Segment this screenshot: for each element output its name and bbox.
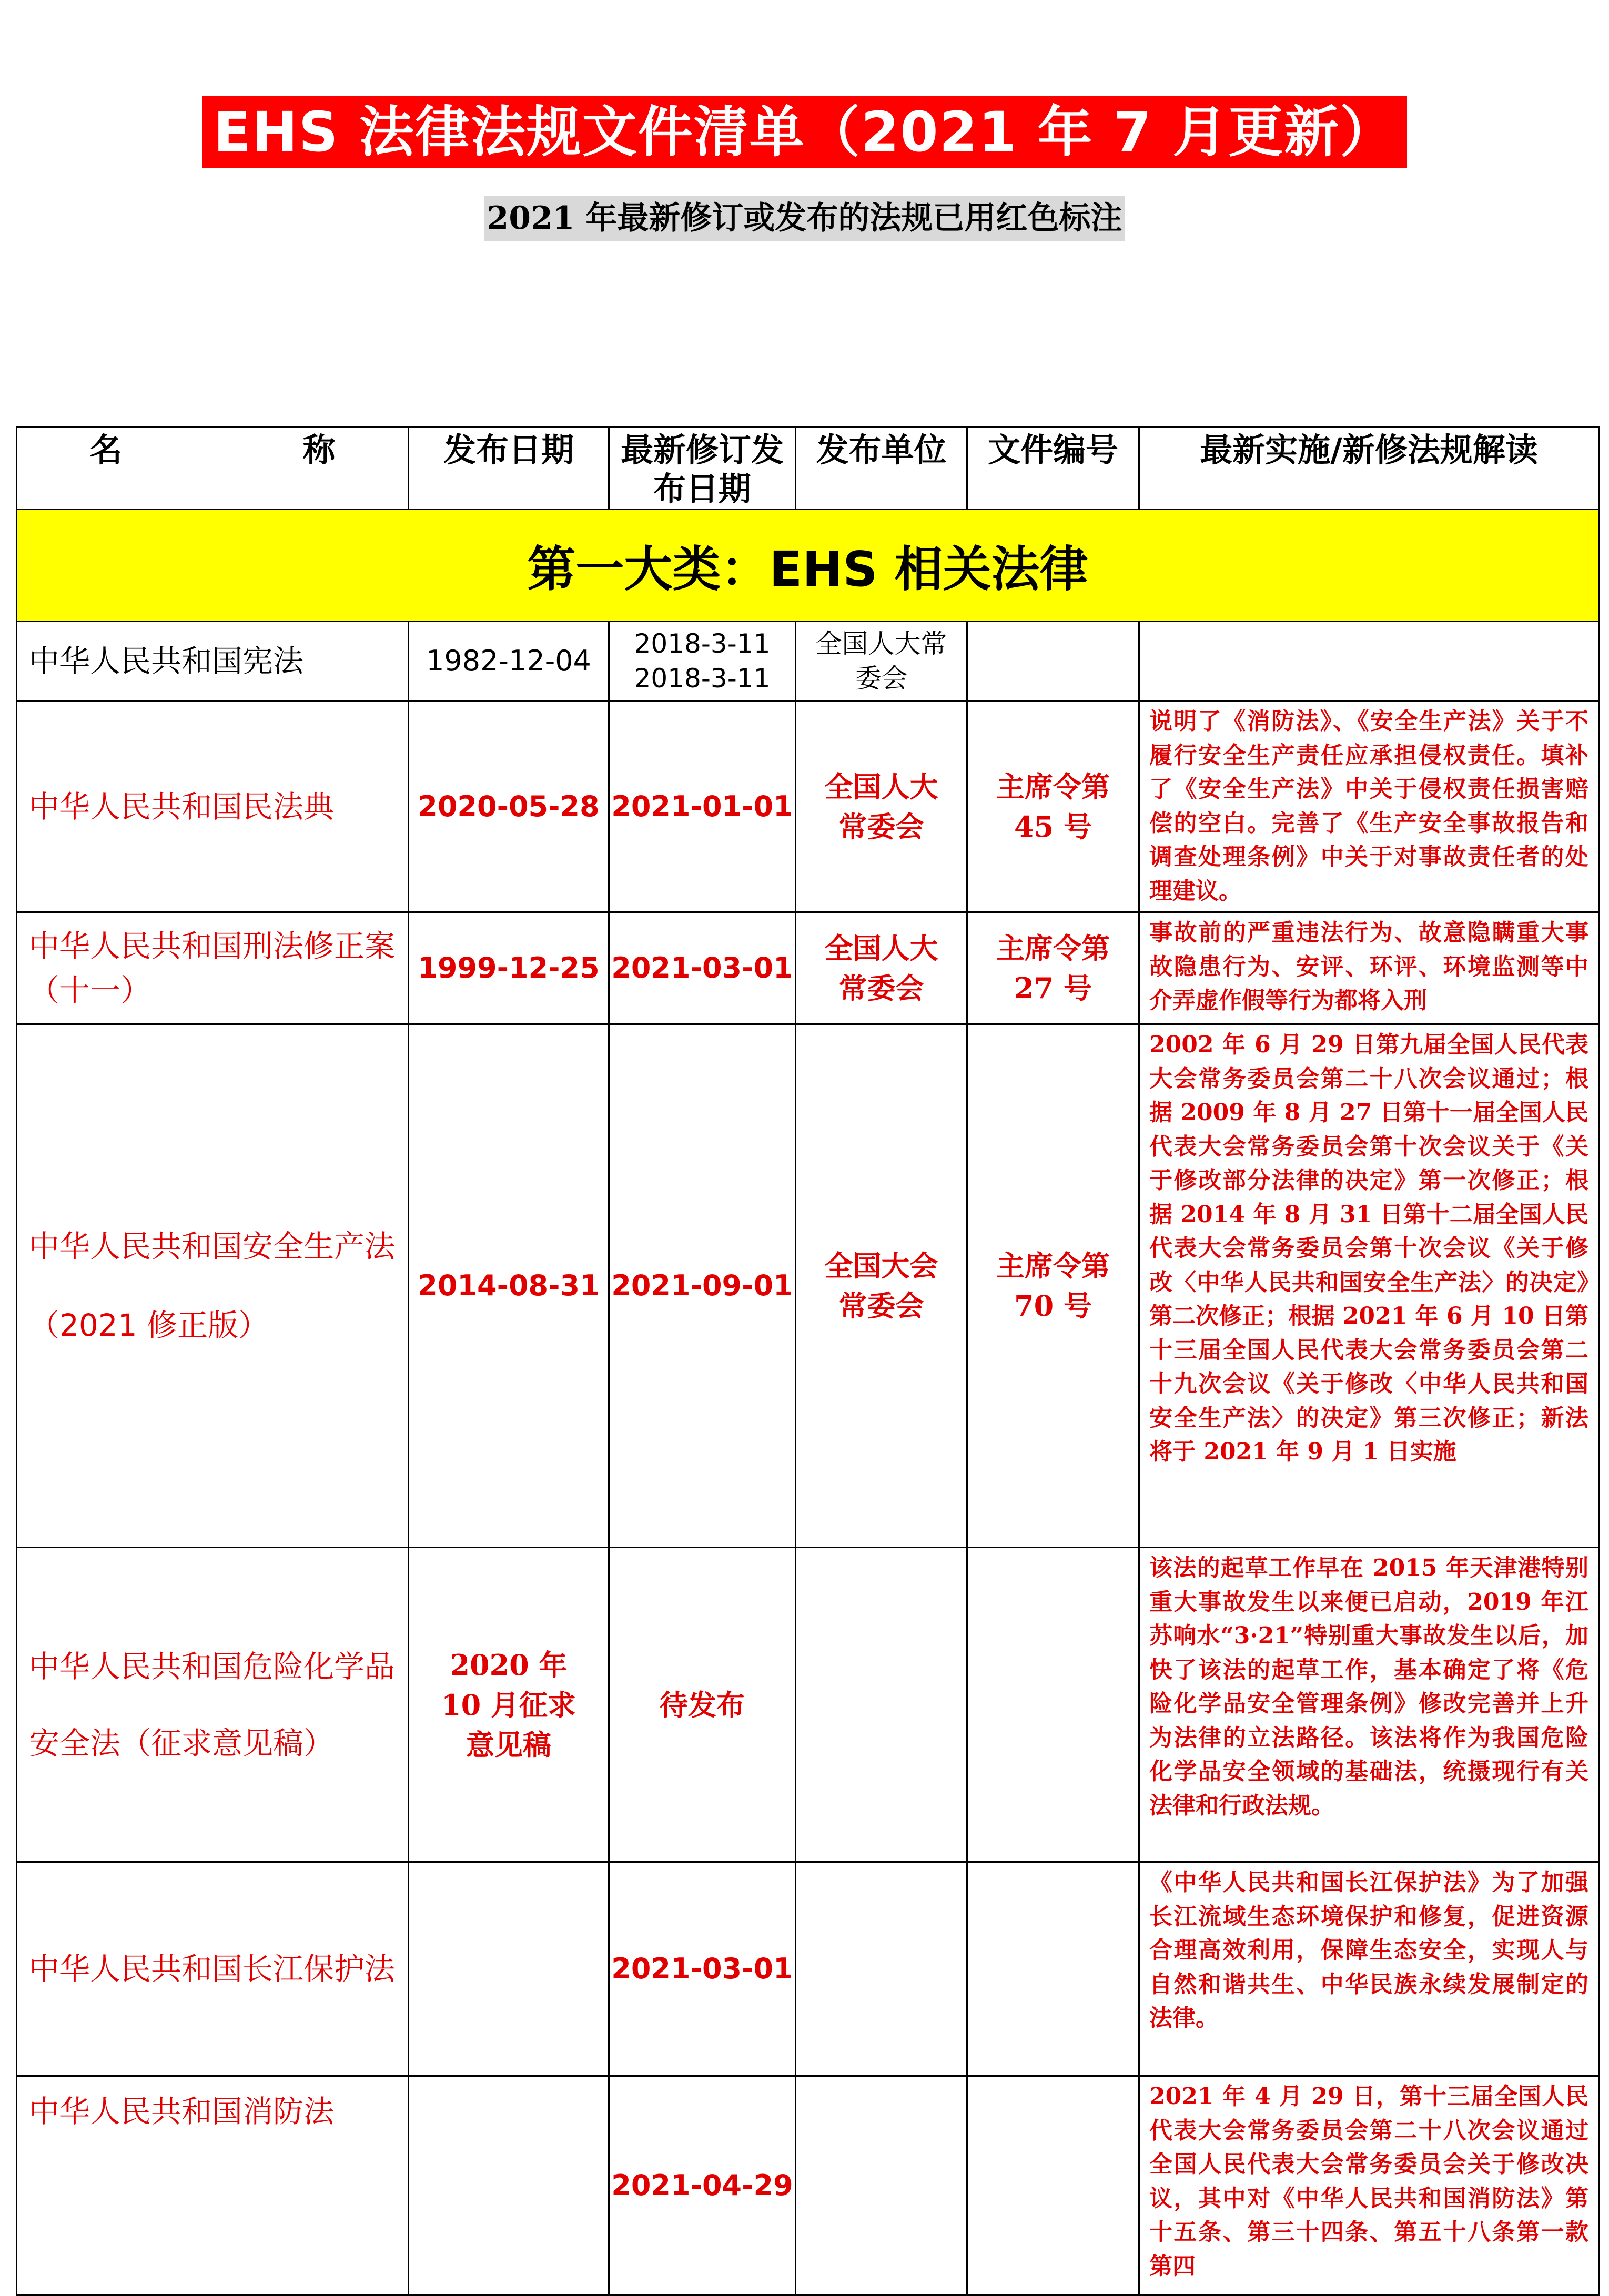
publish-date: 1982-12-04 xyxy=(409,622,609,701)
doc-no xyxy=(967,1862,1139,2076)
notes: 该法的起草工作早在 2015 年天津港特别重大事故发生以来便已启动，2019 年江苏响水“3·21”特别重大事故发生以后，加快了该法的起草工作，基本确定了将《危险化学品安全管理条例》修改完善并上升为法律的立法路径。该法将作为我国危险化学品安全领域的基础法，统摄现行有关法律和行政法规。 xyxy=(1139,1548,1599,1862)
law-name: 中华人民共和国刑法修正案（十一） xyxy=(17,912,409,1024)
table-row xyxy=(17,701,1599,912)
table-row xyxy=(17,1862,1599,2076)
issuer: 全国大会常委会 xyxy=(796,1024,967,1548)
notes: 2002 年 6 月 29 日第九届全国人民代表大会常务委员会第二十八次会议通过；根据 2009 年 8 月 27 日第十一届全国人民代表大会常务委员会第十次会议关于《关于修改部分法律的决定》第一次修正；根据 2014 年 8 月 31 日第十二届全国人民代表大会常务委员会第十次会议《关于修改〈中华人民共和国安全生产法〉的决定》第二次修正；根据 2021 年 6 月 10 日第十三届全国人民代表大会常务委员会第二十九次会议《关于修改〈中华人民共和国安全生产法〉的决定》第三次修正；新法将于 2021 年 9 月 1 日实施 xyxy=(1139,1024,1599,1548)
issuer: 全国人大常委会 xyxy=(796,912,967,1024)
law-name xyxy=(17,1024,409,1548)
law-name-line-1: 中华人民共和国安全生产法 xyxy=(29,1228,396,1264)
doc-no: 主席令第 27 号 xyxy=(967,912,1139,1024)
table-row xyxy=(17,1024,1599,1548)
law-name: 中华人民共和国危险化学品安全法（征求意见稿） xyxy=(17,1548,409,1862)
header-name-label: 名 称 xyxy=(89,431,336,469)
publish-date xyxy=(409,1862,609,2076)
law-name: 中华人民共和国消防法 xyxy=(17,2076,409,2295)
revision-date: 2021-01-01 xyxy=(609,701,796,912)
notes: 《中华人民共和国长江保护法》为了加强长江流域生态环境保护和修复，促进资源合理高效利用，保障生态安全，实现人与自然和谐共生、中华民族永续发展制定的法律。 xyxy=(1139,1862,1599,2076)
header-name xyxy=(17,427,409,510)
publish-date: 1999-12-25 xyxy=(409,912,609,1024)
table-row xyxy=(17,2076,1599,2295)
page-subtitle: 2021 年最新修订或发布的法规已用红色标注 xyxy=(484,196,1126,241)
issuer xyxy=(796,2076,967,2295)
section-title: 第一大类：EHS 相关法律 xyxy=(17,510,1599,622)
header-publish-date: 发布日期 xyxy=(409,427,609,510)
publish-date: 2020 年 10 月征求意见稿 xyxy=(409,1548,609,1862)
issuer: 全国人大常委会 xyxy=(796,622,967,701)
law-name: 中华人民共和国长江保护法 xyxy=(17,1862,409,2076)
regulations-table xyxy=(16,426,1600,2296)
header-doc-no: 文件编号 xyxy=(967,427,1139,510)
revision-date: 待发布 xyxy=(609,1548,796,1862)
issuer: 全国人大常委会 xyxy=(796,701,967,912)
publish-date: 2020-05-28 xyxy=(409,701,609,912)
header-revision-date: 最新修订发布日期 xyxy=(609,427,796,510)
doc-no xyxy=(967,1548,1139,1862)
revision-date: 2021-03-01 xyxy=(609,1862,796,2076)
table-row xyxy=(17,622,1599,701)
doc-no xyxy=(967,2076,1139,2295)
law-name: 中华人民共和国宪法 xyxy=(17,622,409,701)
title-banner xyxy=(0,96,1609,168)
table-header-row xyxy=(17,427,1599,510)
notes xyxy=(1139,2076,1599,2295)
header-issuer: 发布单位 xyxy=(796,427,967,510)
subtitle-banner xyxy=(0,196,1609,241)
revision-date: 2021-03-01 xyxy=(609,912,796,1024)
table-row xyxy=(17,1548,1599,1862)
issuer xyxy=(796,1862,967,2076)
doc-no: 主席令第 45 号 xyxy=(967,701,1139,912)
revision-date xyxy=(609,622,796,701)
notes xyxy=(1139,622,1599,701)
issuer xyxy=(796,1548,967,1862)
publish-date xyxy=(409,2076,609,2295)
notes-text: 2021 年 4 月 29 日，第十三届全国人民代表大会常务委员会第二十八次会议通过全国人民代表大会常务委员会关于修改决议，其中对《中华人民共和国消防法》第十五条、第三十四条、第五十八条第一款第四 xyxy=(1149,2083,1588,2279)
revision-date-line-2: 2018-3-11 xyxy=(634,663,771,694)
table-row xyxy=(17,912,1599,1024)
revision-date: 2021-09-01 xyxy=(609,1024,796,1548)
revision-date: 2021-04-29 xyxy=(609,2076,796,2295)
notes: 说明了《消防法》、《安全生产法》关于不履行安全生产责任应承担侵权责任。填补了《安全生产法》中关于侵权责任损害赔偿的空白。完善了《生产安全事故报告和调查处理条例》中关于对事故责任者的处理建议。 xyxy=(1139,701,1599,912)
doc-no xyxy=(967,622,1139,701)
notes: 事故前的严重违法行为、故意隐瞒重大事故隐患行为、安评、环评、环境监测等中介弄虚作假等行为都将入刑 xyxy=(1139,912,1599,1024)
publish-date: 2014-08-31 xyxy=(409,1024,609,1548)
law-name-line-2: （2021 修正版） xyxy=(29,1307,269,1343)
revision-date-line-1: 2018-3-11 xyxy=(634,628,771,659)
doc-no: 主席令第 70 号 xyxy=(967,1024,1139,1548)
law-name: 中华人民共和国民法典 xyxy=(17,701,409,912)
header-notes: 最新实施/新修法规解读 xyxy=(1139,427,1599,510)
section-row xyxy=(17,510,1599,622)
page-title: EHS 法律法规文件清单（2021 年 7 月更新） xyxy=(202,96,1408,168)
